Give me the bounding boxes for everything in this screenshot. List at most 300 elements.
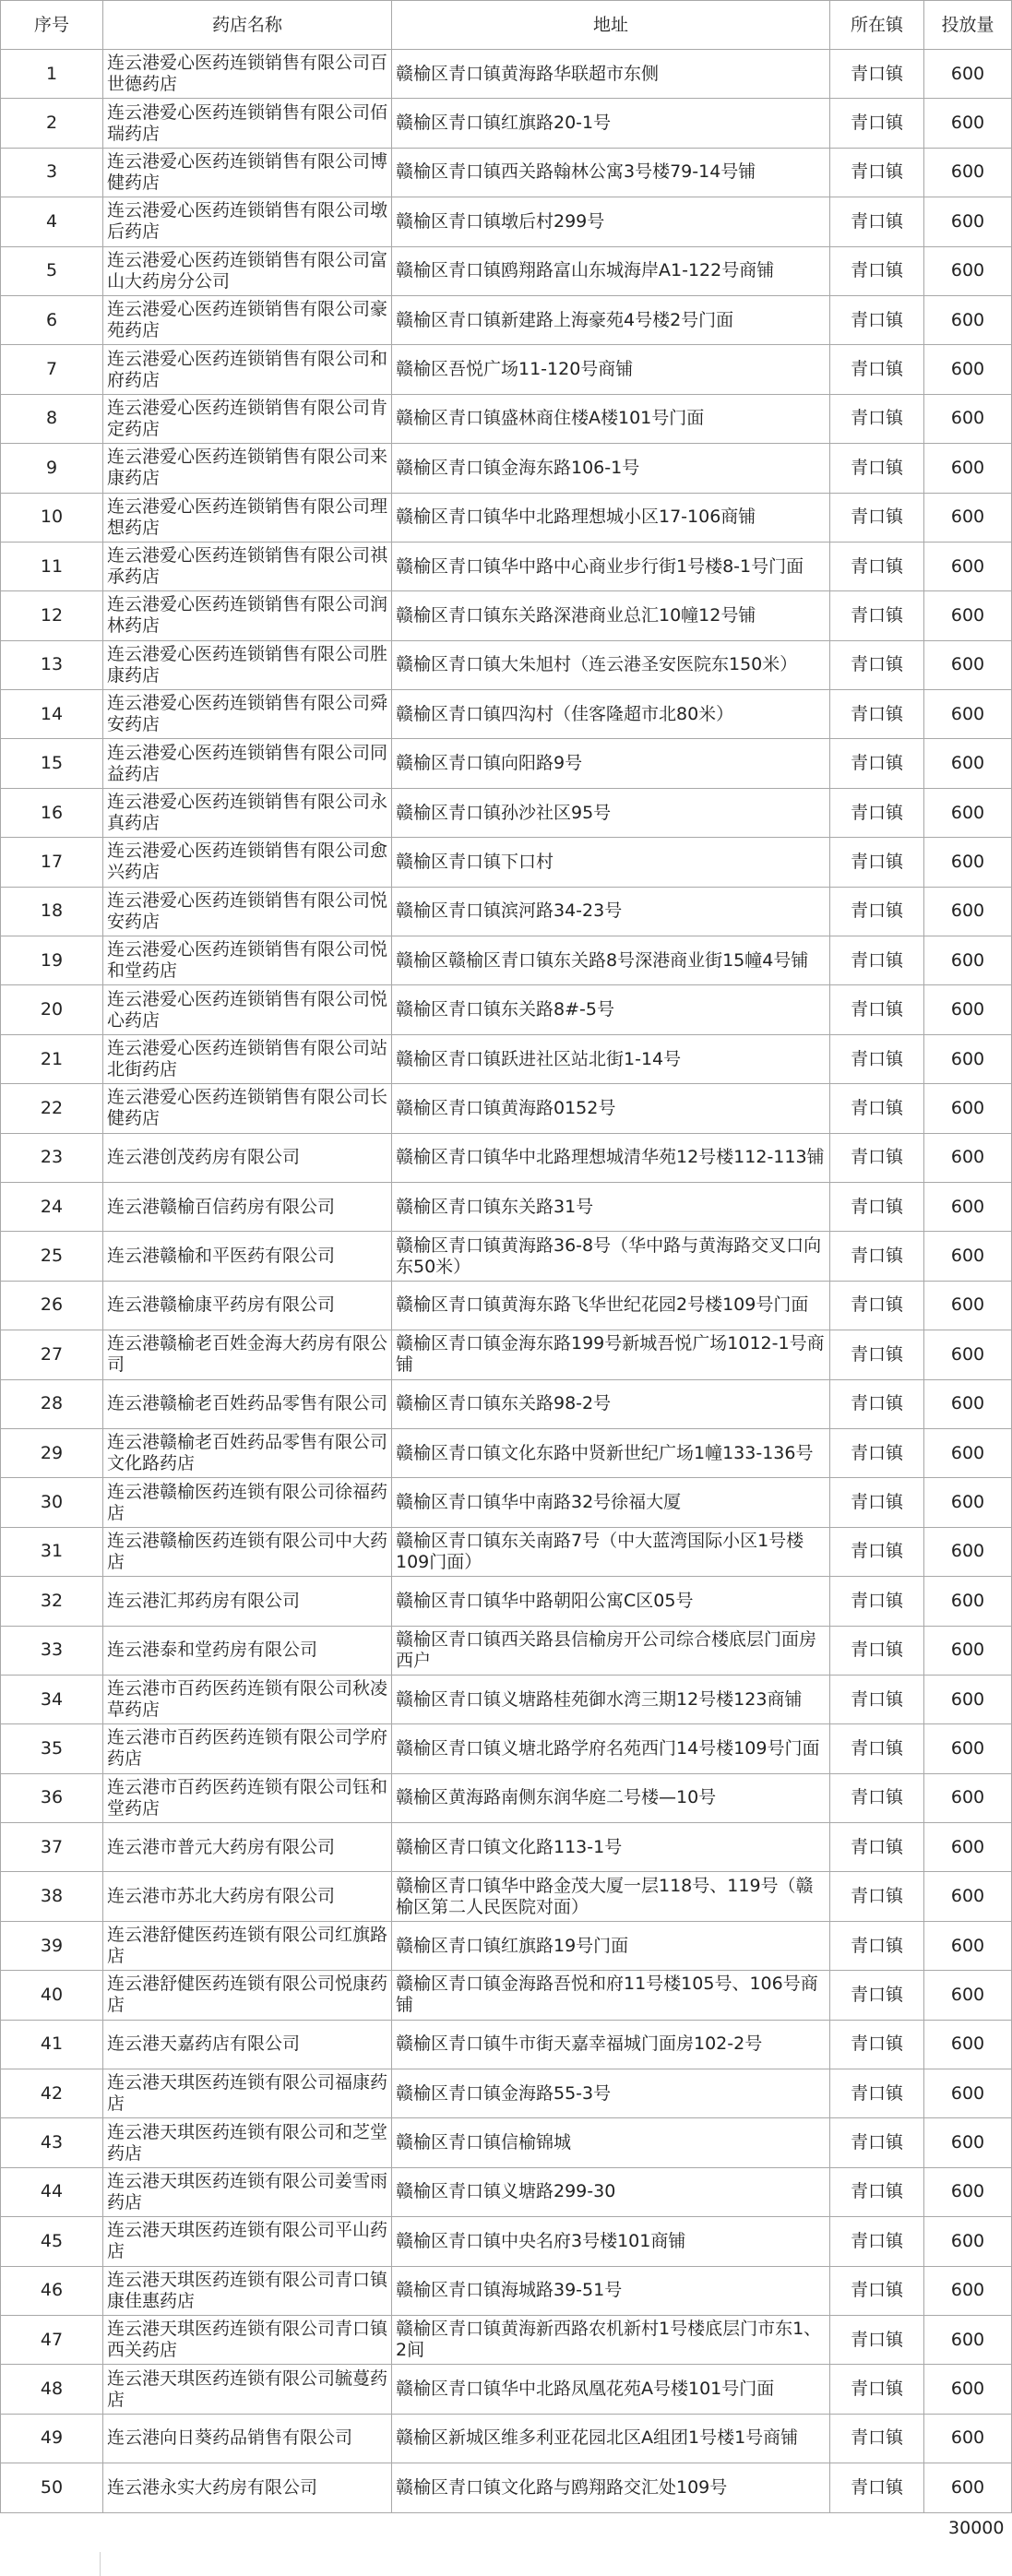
row-number: 13	[1, 640, 103, 689]
quantity-cell: 600	[924, 788, 1012, 837]
pharmacy-name: 连云港爱心医药连锁销售有限公司来康药店	[103, 444, 392, 493]
pharmacy-name: 连云港天琪医药连锁有限公司平山药店	[103, 2217, 392, 2266]
pharmacy-name: 连云港市百药医药连锁有限公司秋凌草药店	[103, 1675, 392, 1723]
pharmacy-address: 赣榆区青口镇墩后村299号	[392, 197, 830, 246]
table-row	[1, 2266, 1012, 2315]
table-row	[1, 1724, 1012, 1773]
table-row	[1, 1084, 1012, 1133]
quantity-cell: 600	[924, 1724, 1012, 1773]
row-number: 21	[1, 1034, 103, 1083]
row-number: 43	[1, 2118, 103, 2167]
pharmacy-name: 连云港赣榆老百姓药品零售有限公司	[103, 1379, 392, 1428]
table-row	[1, 493, 1012, 542]
row-number: 40	[1, 1971, 103, 2020]
table-row	[1, 2167, 1012, 2216]
row-number: 48	[1, 2365, 103, 2414]
row-number: 1	[1, 50, 103, 99]
pharmacy-name: 连云港赣榆老百姓药品零售有限公司文化路药店	[103, 1428, 392, 1477]
row-number: 34	[1, 1675, 103, 1723]
town-cell: 青口镇	[830, 1773, 924, 1822]
table-row	[1, 1182, 1012, 1231]
table-row	[1, 1577, 1012, 1626]
quantity-cell: 600	[924, 246, 1012, 295]
pharmacy-name: 连云港天嘉药店有限公司	[103, 2020, 392, 2069]
table-row	[1, 2365, 1012, 2414]
town-cell: 青口镇	[830, 1823, 924, 1872]
quantity-cell: 600	[924, 1182, 1012, 1231]
pharmacy-address: 赣榆区青口镇孙沙社区95号	[392, 788, 830, 837]
row-number: 5	[1, 246, 103, 295]
quantity-cell: 600	[924, 2069, 1012, 2118]
pharmacy-name: 连云港赣榆康平药房有限公司	[103, 1281, 392, 1330]
pharmacy-name: 连云港赣榆和平医药有限公司	[103, 1232, 392, 1281]
town-cell: 青口镇	[830, 394, 924, 443]
pharmacy-address: 赣榆区青口镇金海东路199号新城吾悦广场1012-1号商铺	[392, 1330, 830, 1379]
quantity-cell: 600	[924, 2266, 1012, 2315]
row-number: 49	[1, 2414, 103, 2463]
quantity-cell: 600	[924, 1773, 1012, 1822]
pharmacy-address: 赣榆区青口镇西关路县信榆房开公司综合楼底层门面房西户	[392, 1626, 830, 1675]
header-address: 地址	[392, 1, 830, 50]
pharmacy-address: 赣榆区青口镇跃进社区站北街1-14号	[392, 1034, 830, 1083]
row-number: 17	[1, 838, 103, 887]
pharmacy-address: 赣榆区青口镇海城路39-51号	[392, 2266, 830, 2315]
table-row	[1, 1330, 1012, 1379]
table-row	[1, 838, 1012, 887]
town-cell: 青口镇	[830, 640, 924, 689]
row-number: 3	[1, 148, 103, 197]
pharmacy-name: 连云港市苏北大药房有限公司	[103, 1872, 392, 1921]
quantity-cell: 600	[924, 197, 1012, 246]
quantity-cell: 600	[924, 2217, 1012, 2266]
pharmacy-name: 连云港赣榆医药连锁有限公司徐福药店	[103, 1478, 392, 1527]
pharmacy-address: 赣榆区青口镇红旗路19号门面	[392, 1921, 830, 1970]
table-row	[1, 2463, 1012, 2512]
pharmacy-name: 连云港市普元大药房有限公司	[103, 1823, 392, 1872]
table-row	[1, 295, 1012, 344]
table-row	[1, 99, 1012, 148]
table-row	[1, 1379, 1012, 1428]
quantity-cell: 600	[924, 542, 1012, 590]
pharmacy-address: 赣榆区青口镇文化东路中贤新世纪广场1幢133-136号	[392, 1428, 830, 1477]
quantity-cell: 600	[924, 2414, 1012, 2463]
quantity-cell: 600	[924, 1921, 1012, 1970]
quantity-cell: 600	[924, 640, 1012, 689]
table-row	[1, 788, 1012, 837]
pharmacy-name: 连云港市百药医药连锁有限公司学府药店	[103, 1724, 392, 1773]
pharmacy-name: 连云港汇邦药房有限公司	[103, 1577, 392, 1626]
pharmacy-address: 赣榆区吾悦广场11-120号商铺	[392, 345, 830, 394]
table-row	[1, 542, 1012, 590]
town-cell: 青口镇	[830, 2463, 924, 2512]
row-number: 19	[1, 936, 103, 985]
table-row	[1, 2414, 1012, 2463]
table-row	[1, 2020, 1012, 2069]
pharmacy-name: 连云港舒健医药连锁有限公司红旗路店	[103, 1921, 392, 1970]
pharmacy-address: 赣榆区青口镇华中路朝阳公寓C区05号	[392, 1577, 830, 1626]
table-row	[1, 936, 1012, 985]
pharmacy-name: 连云港爱心医药连锁销售有限公司长健药店	[103, 1084, 392, 1133]
pharmacy-name: 连云港天琪医药连锁有限公司青口镇西关药店	[103, 2315, 392, 2364]
quantity-cell: 600	[924, 936, 1012, 985]
pharmacy-address: 赣榆区青口镇东关路深港商业总汇10幢12号铺	[392, 591, 830, 640]
town-cell: 青口镇	[830, 1626, 924, 1675]
pharmacy-address: 赣榆区青口镇华中北路凤凰花苑A号楼101号门面	[392, 2365, 830, 2414]
row-number: 18	[1, 887, 103, 936]
quantity-cell: 600	[924, 1527, 1012, 1576]
quantity-cell: 600	[924, 1034, 1012, 1083]
quantity-cell: 600	[924, 2167, 1012, 2216]
pharmacy-name: 连云港天琪医药连锁有限公司和芝堂药店	[103, 2118, 392, 2167]
table-row	[1, 345, 1012, 394]
quantity-cell: 600	[924, 345, 1012, 394]
quantity-cell: 600	[924, 50, 1012, 99]
header-town: 所在镇	[830, 1, 924, 50]
table-row	[1, 1823, 1012, 1872]
town-cell: 青口镇	[830, 246, 924, 295]
table-row	[1, 2217, 1012, 2266]
quantity-cell: 600	[924, 591, 1012, 640]
table-row	[1, 1281, 1012, 1330]
pharmacy-address: 赣榆区青口镇黄海新西路农机新村1号楼底层门市东1、2间	[392, 2315, 830, 2364]
town-cell: 青口镇	[830, 1872, 924, 1921]
town-cell: 青口镇	[830, 2069, 924, 2118]
quantity-cell: 600	[924, 99, 1012, 148]
pharmacy-address: 赣榆区青口镇金海路55-3号	[392, 2069, 830, 2118]
quantity-cell: 600	[924, 1626, 1012, 1675]
pharmacy-name: 连云港爱心医药连锁销售有限公司佰瑞药店	[103, 99, 392, 148]
pharmacy-name: 连云港赣榆百信药房有限公司	[103, 1182, 392, 1231]
table-row	[1, 1872, 1012, 1921]
row-number: 33	[1, 1626, 103, 1675]
quantity-cell: 600	[924, 1379, 1012, 1428]
pharmacy-name: 连云港爱心医药连锁销售有限公司祺承药店	[103, 542, 392, 590]
pharmacy-address: 赣榆区新城区维多利亚花园北区A组团1号楼1号商铺	[392, 2414, 830, 2463]
table-row	[1, 1675, 1012, 1723]
town-cell: 青口镇	[830, 788, 924, 837]
town-cell: 青口镇	[830, 1281, 924, 1330]
pharmacy-name: 连云港天琪医药连锁有限公司青口镇康佳惠药店	[103, 2266, 392, 2315]
pharmacy-address: 赣榆区青口镇金海东路106-1号	[392, 444, 830, 493]
row-number: 23	[1, 1133, 103, 1182]
row-number: 28	[1, 1379, 103, 1428]
town-cell: 青口镇	[830, 2365, 924, 2414]
quantity-cell: 600	[924, 1823, 1012, 1872]
row-number: 41	[1, 2020, 103, 2069]
town-cell: 青口镇	[830, 1724, 924, 1773]
town-cell: 青口镇	[830, 591, 924, 640]
row-number: 10	[1, 493, 103, 542]
quantity-cell: 600	[924, 1281, 1012, 1330]
row-number: 44	[1, 2167, 103, 2216]
pharmacy-name: 连云港爱心医药连锁销售有限公司站北街药店	[103, 1034, 392, 1083]
row-number: 26	[1, 1281, 103, 1330]
row-number: 6	[1, 295, 103, 344]
row-number: 16	[1, 788, 103, 837]
table-row	[1, 985, 1012, 1034]
town-cell: 青口镇	[830, 295, 924, 344]
town-cell: 青口镇	[830, 542, 924, 590]
quantity-cell: 600	[924, 1872, 1012, 1921]
row-number: 31	[1, 1527, 103, 1576]
quantity-cell: 600	[924, 1428, 1012, 1477]
town-cell: 青口镇	[830, 2167, 924, 2216]
row-number: 15	[1, 739, 103, 788]
table-row	[1, 1232, 1012, 1281]
pharmacy-name: 连云港赣榆医药连锁有限公司中大药店	[103, 1527, 392, 1576]
town-cell: 青口镇	[830, 1034, 924, 1083]
quantity-cell: 600	[924, 1084, 1012, 1133]
quantity-cell: 600	[924, 2118, 1012, 2167]
pharmacy-address: 赣榆区青口镇西关路翰林公寓3号楼79-14号铺	[392, 148, 830, 197]
row-number: 29	[1, 1428, 103, 1477]
town-cell: 青口镇	[830, 1577, 924, 1626]
pharmacy-name: 连云港爱心医药连锁销售有限公司胜康药店	[103, 640, 392, 689]
pharmacy-address: 赣榆区青口镇滨河路34-23号	[392, 887, 830, 936]
pharmacy-address: 赣榆区青口镇金海路吾悦和府11号楼105号、106号商铺	[392, 1971, 830, 2020]
quantity-cell: 600	[924, 1232, 1012, 1281]
town-cell: 青口镇	[830, 345, 924, 394]
pharmacy-address: 赣榆区青口镇下口村	[392, 838, 830, 887]
pharmacy-name: 连云港爱心医药连锁销售有限公司肯定药店	[103, 394, 392, 443]
table-row	[1, 1971, 1012, 2020]
town-cell: 青口镇	[830, 1675, 924, 1723]
town-cell: 青口镇	[830, 1478, 924, 1527]
row-number: 39	[1, 1921, 103, 1970]
table-row	[1, 2118, 1012, 2167]
pharmacy-address: 赣榆区赣榆区青口镇东关路8号深港商业街15幢4号铺	[392, 936, 830, 985]
row-number: 11	[1, 542, 103, 590]
quantity-cell: 600	[924, 887, 1012, 936]
pharmacy-address: 赣榆区青口镇向阳路9号	[392, 739, 830, 788]
quantity-cell: 600	[924, 1330, 1012, 1379]
quantity-cell: 600	[924, 2365, 1012, 2414]
row-number: 25	[1, 1232, 103, 1281]
pharmacy-address: 赣榆区青口镇文化路与鸥翔路交汇处109号	[392, 2463, 830, 2512]
total-value: 30000	[948, 2517, 1005, 2538]
pharmacy-address: 赣榆区黄海路南侧东润华庭二号楼—10号	[392, 1773, 830, 1822]
pharmacy-address: 赣榆区青口镇牛市街天嘉幸福城门面房102-2号	[392, 2020, 830, 2069]
row-number: 22	[1, 1084, 103, 1133]
pharmacy-address: 赣榆区青口镇大朱旭村（连云港圣安医院东150米）	[392, 640, 830, 689]
pharmacy-name: 连云港向日葵药品销售有限公司	[103, 2414, 392, 2463]
town-cell: 青口镇	[830, 148, 924, 197]
town-cell: 青口镇	[830, 690, 924, 739]
row-number: 4	[1, 197, 103, 246]
row-number: 14	[1, 690, 103, 739]
row-number: 47	[1, 2315, 103, 2364]
quantity-cell: 600	[924, 690, 1012, 739]
row-number: 12	[1, 591, 103, 640]
pharmacy-name: 连云港天琪医药连锁有限公司福康药店	[103, 2069, 392, 2118]
pharmacy-name: 连云港爱心医药连锁销售有限公司同益药店	[103, 739, 392, 788]
quantity-cell: 600	[924, 1133, 1012, 1182]
table-row	[1, 591, 1012, 640]
town-cell: 青口镇	[830, 1921, 924, 1970]
town-cell: 青口镇	[830, 1232, 924, 1281]
town-cell: 青口镇	[830, 493, 924, 542]
pharmacy-address: 赣榆区青口镇盛林商住楼A楼101号门面	[392, 394, 830, 443]
pharmacy-address: 赣榆区青口镇义塘北路学府名苑西门14号楼109号门面	[392, 1724, 830, 1773]
table-row	[1, 640, 1012, 689]
pharmacy-name: 连云港赣榆老百姓金海大药房有限公司	[103, 1330, 392, 1379]
pharmacy-address: 赣榆区青口镇黄海路0152号	[392, 1084, 830, 1133]
town-cell: 青口镇	[830, 1971, 924, 2020]
town-cell: 青口镇	[830, 739, 924, 788]
pharmacy-address: 赣榆区青口镇义塘路299-30	[392, 2167, 830, 2216]
pharmacy-name: 连云港泰和堂药房有限公司	[103, 1626, 392, 1675]
town-cell: 青口镇	[830, 1527, 924, 1576]
header-qty: 投放量	[924, 1, 1012, 50]
pharmacy-address: 赣榆区青口镇鸥翔路富山东城海岸A1-122号商铺	[392, 246, 830, 295]
town-cell: 青口镇	[830, 1330, 924, 1379]
row-number: 35	[1, 1724, 103, 1773]
town-cell: 青口镇	[830, 197, 924, 246]
pharmacy-name: 连云港爱心医药连锁销售有限公司墩后药店	[103, 197, 392, 246]
table-row	[1, 444, 1012, 493]
quantity-cell: 600	[924, 1971, 1012, 2020]
town-cell: 青口镇	[830, 2266, 924, 2315]
town-cell: 青口镇	[830, 2414, 924, 2463]
table-row	[1, 690, 1012, 739]
row-number: 24	[1, 1182, 103, 1231]
pharmacy-address: 赣榆区青口镇东关路8#-5号	[392, 985, 830, 1034]
pharmacy-name: 连云港天琪医药连锁有限公司毓蔓药店	[103, 2365, 392, 2414]
table-row	[1, 2069, 1012, 2118]
table-row	[1, 2315, 1012, 2364]
header-row	[1, 1, 1012, 50]
town-cell: 青口镇	[830, 985, 924, 1034]
table-row	[1, 1428, 1012, 1477]
quantity-cell: 600	[924, 838, 1012, 887]
row-number: 36	[1, 1773, 103, 1822]
header-name: 药店名称	[103, 1, 392, 50]
quantity-cell: 600	[924, 148, 1012, 197]
table-row	[1, 50, 1012, 99]
quantity-cell: 600	[924, 985, 1012, 1034]
row-number: 20	[1, 985, 103, 1034]
row-number: 32	[1, 1577, 103, 1626]
pharmacy-address: 赣榆区青口镇东关路98-2号	[392, 1379, 830, 1428]
table-row	[1, 1478, 1012, 1527]
pharmacy-address: 赣榆区青口镇华中北路理想城清华苑12号楼112-113铺	[392, 1133, 830, 1182]
quantity-cell: 600	[924, 1675, 1012, 1723]
table-row	[1, 1626, 1012, 1675]
town-cell: 青口镇	[830, 2020, 924, 2069]
quantity-cell: 600	[924, 2315, 1012, 2364]
pharmacy-name: 连云港爱心医药连锁销售有限公司豪苑药店	[103, 295, 392, 344]
pharmacy-name: 连云港爱心医药连锁销售有限公司悦和堂药店	[103, 936, 392, 985]
town-cell: 青口镇	[830, 444, 924, 493]
pharmacy-address: 赣榆区青口镇华中北路理想城小区17-106商铺	[392, 493, 830, 542]
row-number: 42	[1, 2069, 103, 2118]
pharmacy-name: 连云港爱心医药连锁销售有限公司和府药店	[103, 345, 392, 394]
row-number: 50	[1, 2463, 103, 2512]
table-row	[1, 394, 1012, 443]
pharmacy-address: 赣榆区青口镇黄海路36-8号（华中路与黄海路交叉口向东50米）	[392, 1232, 830, 1281]
row-number: 46	[1, 2266, 103, 2315]
row-number: 27	[1, 1330, 103, 1379]
pharmacy-address: 赣榆区青口镇华中路金茂大厦一层118号、119号（赣榆区第二人民医院对面）	[392, 1872, 830, 1921]
row-number: 45	[1, 2217, 103, 2266]
pharmacy-address: 赣榆区青口镇信榆锦城	[392, 2118, 830, 2167]
table-row	[1, 1527, 1012, 1576]
grid-line	[100, 2552, 101, 2576]
pharmacy-address: 赣榆区青口镇黄海路华联超市东侧	[392, 50, 830, 99]
pharmacy-name: 连云港爱心医药连锁销售有限公司舜安药店	[103, 690, 392, 739]
pharmacy-address: 赣榆区青口镇东关路31号	[392, 1182, 830, 1231]
town-cell: 青口镇	[830, 2118, 924, 2167]
row-number: 38	[1, 1872, 103, 1921]
town-cell: 青口镇	[830, 1428, 924, 1477]
town-cell: 青口镇	[830, 99, 924, 148]
pharmacy-name: 连云港爱心医药连锁销售有限公司润林药店	[103, 591, 392, 640]
table-row	[1, 1921, 1012, 1970]
town-cell: 青口镇	[830, 1379, 924, 1428]
quantity-cell: 600	[924, 1478, 1012, 1527]
pharmacy-address: 赣榆区青口镇文化路113-1号	[392, 1823, 830, 1872]
pharmacy-name: 连云港爱心医药连锁销售有限公司理想药店	[103, 493, 392, 542]
pharmacy-address: 赣榆区青口镇华中南路32号徐福大厦	[392, 1478, 830, 1527]
pharmacy-name: 连云港创茂药房有限公司	[103, 1133, 392, 1182]
header-no: 序号	[1, 1, 103, 50]
pharmacy-name: 连云港爱心医药连锁销售有限公司博健药店	[103, 148, 392, 197]
quantity-cell: 600	[924, 1577, 1012, 1626]
pharmacy-address: 赣榆区青口镇中央名府3号楼101商铺	[392, 2217, 830, 2266]
town-cell: 青口镇	[830, 1182, 924, 1231]
pharmacy-name: 连云港爱心医药连锁销售有限公司悦心药店	[103, 985, 392, 1034]
pharmacy-name: 连云港天琪医药连锁有限公司姜雪雨药店	[103, 2167, 392, 2216]
quantity-cell: 600	[924, 295, 1012, 344]
table-row	[1, 1034, 1012, 1083]
pharmacy-address: 赣榆区青口镇新建路上海豪苑4号楼2号门面	[392, 295, 830, 344]
pharmacy-address: 赣榆区青口镇红旗路20-1号	[392, 99, 830, 148]
row-number: 9	[1, 444, 103, 493]
pharmacy-name: 连云港爱心医药连锁销售有限公司悦安药店	[103, 887, 392, 936]
table-row	[1, 1773, 1012, 1822]
pharmacy-address: 赣榆区青口镇黄海东路飞华世纪花园2号楼109号门面	[392, 1281, 830, 1330]
pharmacy-name: 连云港爱心医药连锁销售有限公司百世德药店	[103, 50, 392, 99]
pharmacy-name: 连云港永实大药房有限公司	[103, 2463, 392, 2512]
quantity-cell: 600	[924, 2463, 1012, 2512]
pharmacy-name: 连云港市百药医药连锁有限公司钰和堂药店	[103, 1773, 392, 1822]
pharmacy-address: 赣榆区青口镇义塘路桂苑御水湾三期12号楼123商铺	[392, 1675, 830, 1723]
quantity-cell: 600	[924, 493, 1012, 542]
row-number: 37	[1, 1823, 103, 1872]
quantity-cell: 600	[924, 2020, 1012, 2069]
table-row	[1, 197, 1012, 246]
pharmacy-name: 连云港舒健医药连锁有限公司悦康药店	[103, 1971, 392, 2020]
town-cell: 青口镇	[830, 936, 924, 985]
table-row	[1, 148, 1012, 197]
town-cell: 青口镇	[830, 1133, 924, 1182]
pharmacy-address: 赣榆区青口镇华中路中心商业步行街1号楼8-1号门面	[392, 542, 830, 590]
total-row	[1, 2512, 1012, 2544]
pharmacy-name: 连云港爱心医药连锁销售有限公司富山大药房分公司	[103, 246, 392, 295]
row-number: 30	[1, 1478, 103, 1527]
table-row	[1, 739, 1012, 788]
town-cell: 青口镇	[830, 2217, 924, 2266]
town-cell: 青口镇	[830, 2315, 924, 2364]
quantity-cell: 600	[924, 394, 1012, 443]
town-cell: 青口镇	[830, 1084, 924, 1133]
table-row	[1, 887, 1012, 936]
quantity-cell: 600	[924, 739, 1012, 788]
row-number: 7	[1, 345, 103, 394]
pharmacy-name: 连云港爱心医药连锁销售有限公司愈兴药店	[103, 838, 392, 887]
town-cell: 青口镇	[830, 50, 924, 99]
row-number: 8	[1, 394, 103, 443]
